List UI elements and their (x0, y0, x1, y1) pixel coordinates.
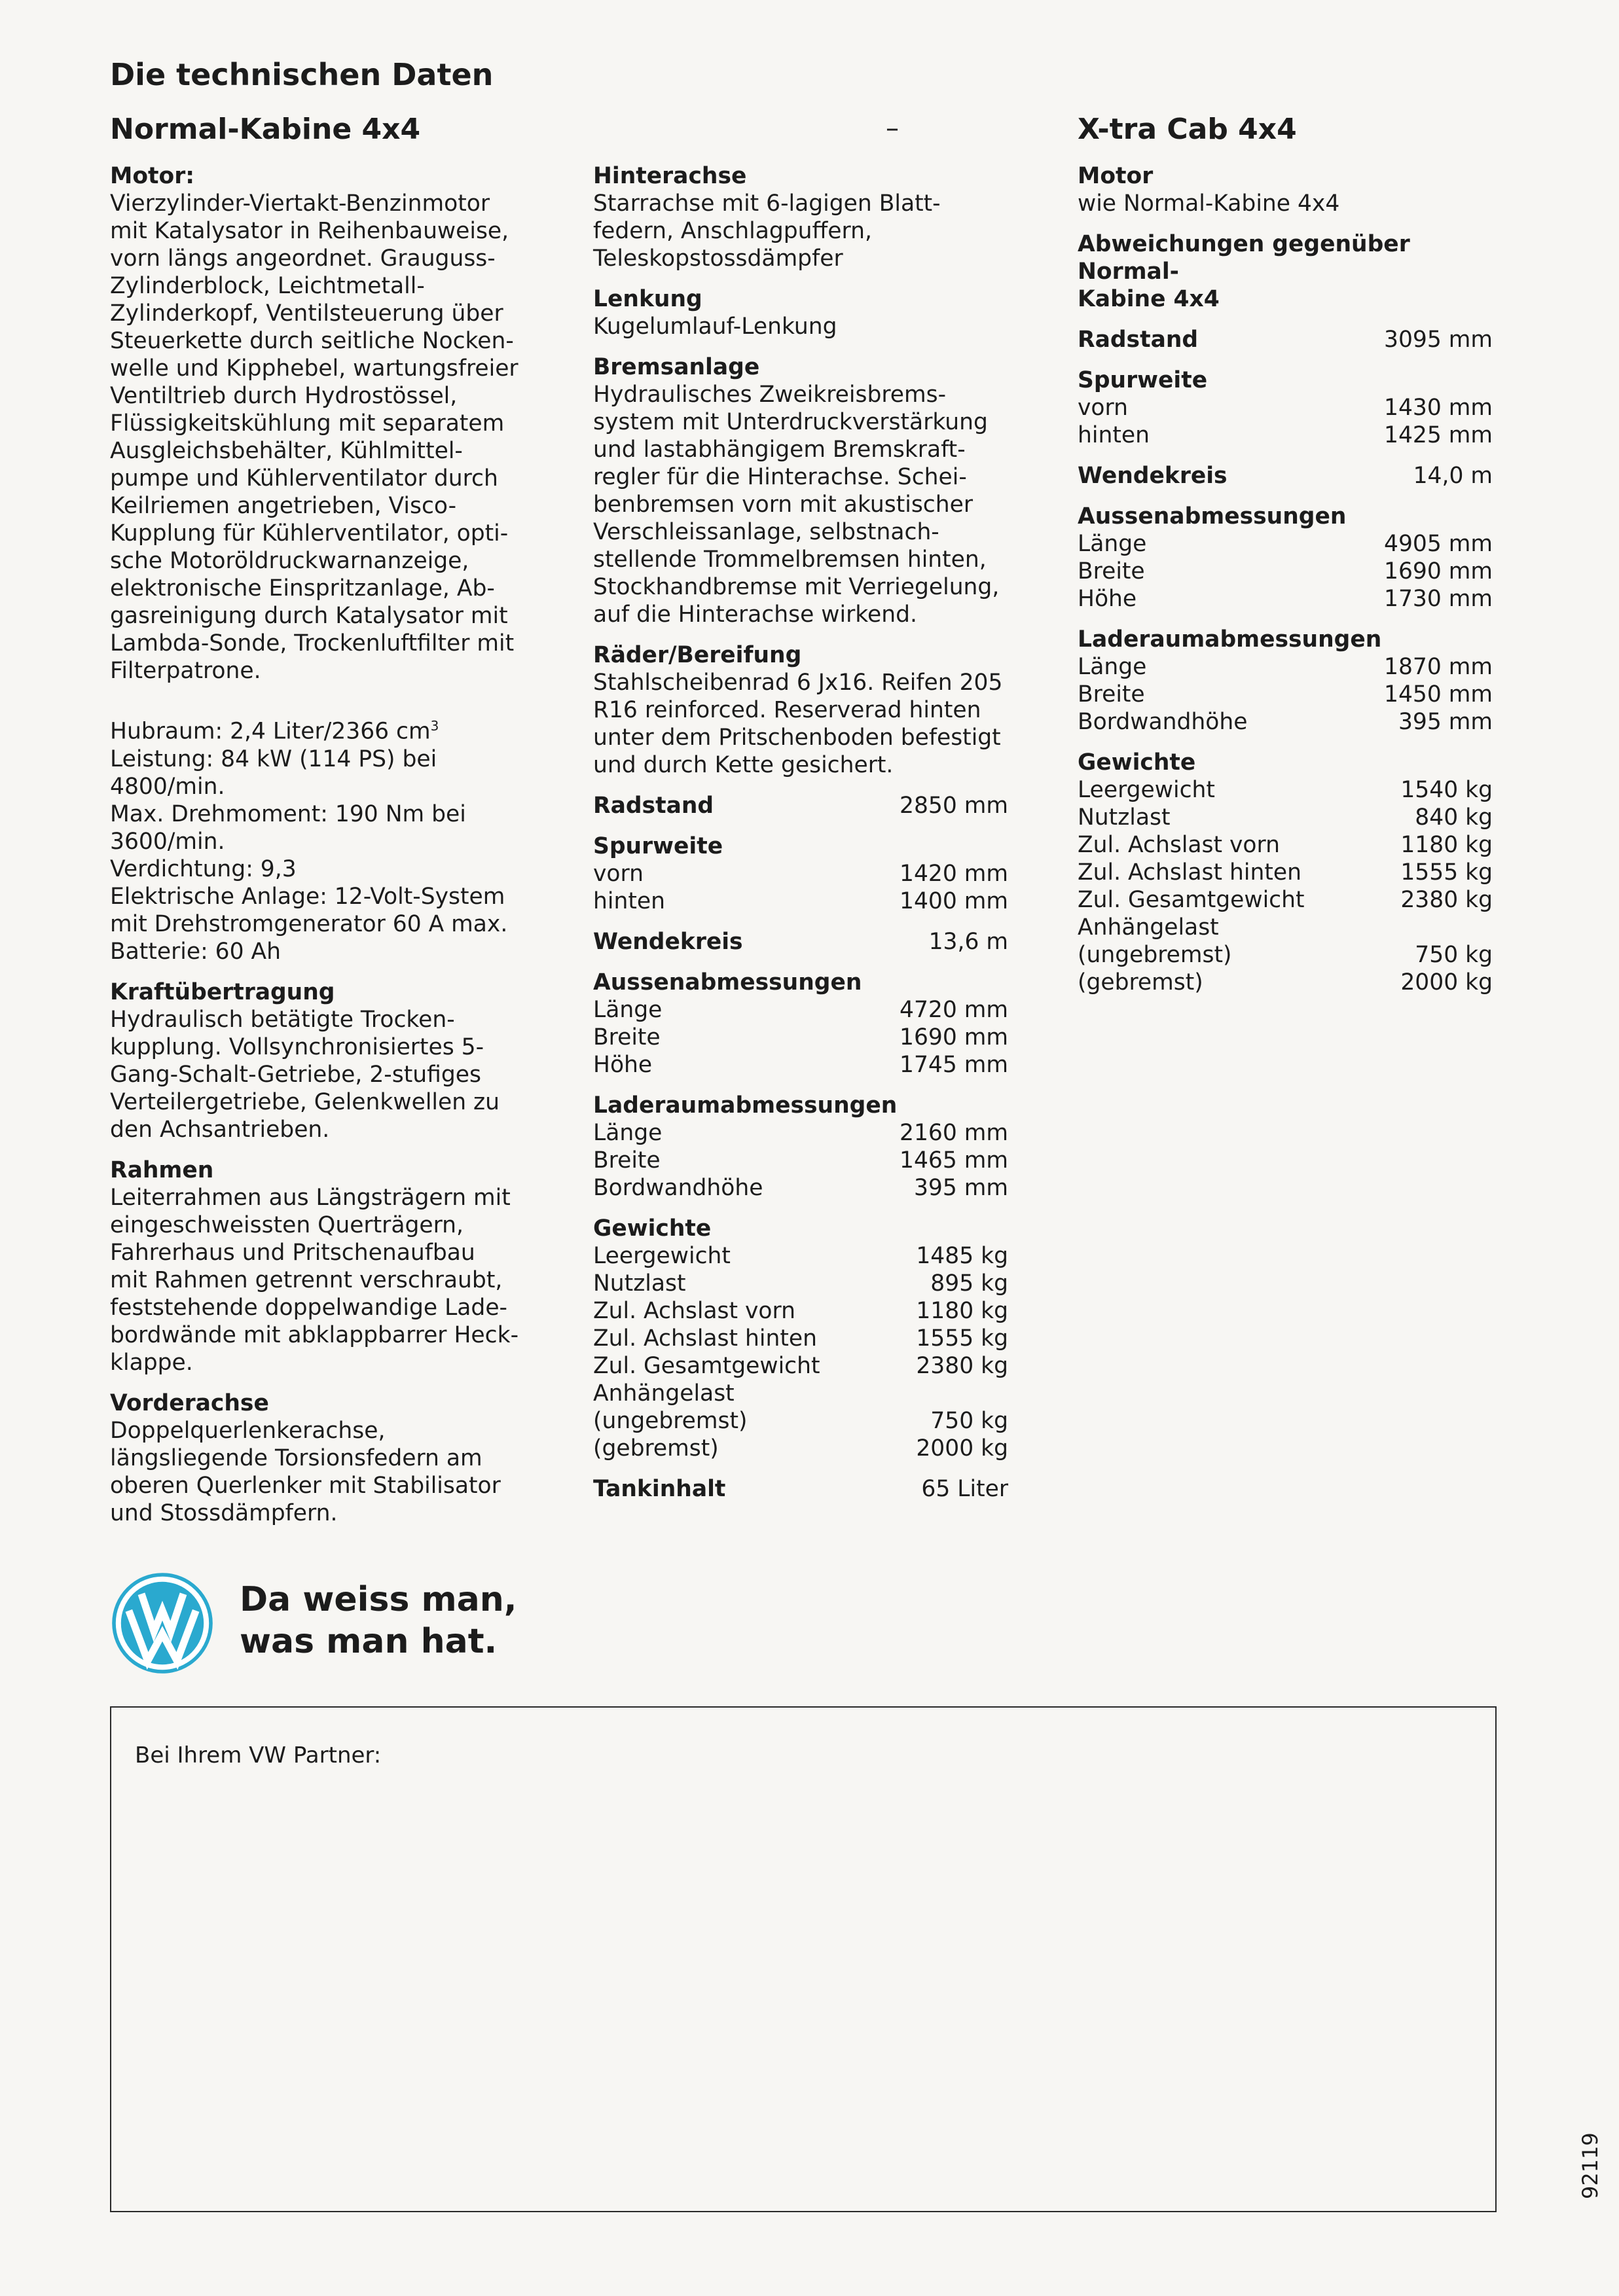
row-value: 1485 kg (916, 1243, 1008, 1269)
row-wendekreis (1078, 462, 1493, 490)
section-heading: Gewichte (1078, 749, 1196, 776)
vw-logo-icon (110, 1571, 215, 1676)
section-heading: Motor (1078, 163, 1154, 189)
section-text: Hydraulisch betätigte Trocken- kupplung. Vollsynchronisiertes 5- Gang-Schalt-Getriebe, 2-stufiges Verteilergetriebe, Gelenkwellen zu den Achsantrieben. (110, 1006, 500, 1143)
row-value: 1690 mm (1384, 558, 1493, 584)
row-value: 4720 mm (900, 997, 1008, 1023)
row-value: 1420 mm (900, 861, 1008, 887)
row-gesamtgewicht (593, 1352, 1008, 1380)
row-laenge (593, 1119, 1008, 1147)
heading-normal-kabine: Normal-Kabine 4x4 (110, 113, 421, 146)
row-breite (593, 1024, 1008, 1051)
row-value: 750 kg (930, 1408, 1008, 1434)
row-label: Tankinhalt (593, 1476, 726, 1502)
dealer-label: Bei Ihrem VW Partner: (135, 1742, 382, 1768)
row-anhaengelast: Anhängelast (1078, 914, 1219, 941)
section-hinterachse (593, 162, 1008, 272)
page-title: Die technischen Daten (110, 57, 494, 92)
row-value: 2000 kg (916, 1435, 1008, 1462)
row-label: (ungebremst) (1078, 942, 1232, 968)
section-text: Vierzylinder-Viertakt-Benzinmotor mit Katalysator in Reihenbauweise, vorn längs angeordnet. Grauguss- Zylinderblock, Leichtmetall- Zylinderkopf, Ventilsteuerung über Steuerkette durch seitliche Nocken- welle und Kipphebel, wartungsfreier Ventiltrieb durch Hydrostössel, Flüssigkeitskühlung mit separatem Ausgleichsbehälter, Kühlmittel- pumpe und Kühlerventilator durch Keilriemen angetrieben, Visco- Kupplung für Kühlerventilator, opti- sche Motoröldruckwarnanzeige, elektronische Einspritzanlage, Ab- gasreinigung durch Katalysator mit Lambda-Sonde, Trockenluftfilter mit Filterpatrone. (110, 190, 518, 684)
heading-xtra-cab: X-tra Cab 4x4 (1078, 113, 1297, 146)
row-leergewicht (593, 1242, 1008, 1270)
row-value: 395 mm (1398, 709, 1493, 735)
row-label: Wendekreis (593, 929, 743, 955)
row-value: 750 kg (1415, 942, 1493, 968)
section-heading: Rahmen (110, 1157, 214, 1183)
row-gebremst (1078, 969, 1493, 996)
section-raeder (593, 641, 1008, 779)
row-ungebremst (593, 1407, 1008, 1435)
section-kraftuebertragung (110, 978, 562, 1143)
section-bremsanlage (593, 353, 1008, 628)
row-label: Bordwandhöhe (1078, 709, 1248, 735)
slogan-line-1: Da weiss man, (240, 1580, 517, 1619)
row-value: 395 mm (913, 1175, 1008, 1201)
section-gewichte (593, 1215, 1008, 1462)
column-normal-kabine-left (110, 162, 562, 1540)
column-normal-kabine-right (593, 162, 1008, 1516)
row-label: Höhe (593, 1052, 653, 1078)
row-label: Breite (593, 1024, 661, 1050)
row-value: 1690 mm (900, 1024, 1008, 1050)
section-text: wie Normal-Kabine 4x4 (1078, 190, 1340, 217)
row-label: Länge (593, 1120, 663, 1146)
row-radstand (593, 792, 1008, 819)
section-text: Stahlscheibenrad 6 Jx16. Reifen 205 R16 reinforced. Reserverad hinten unter dem Pritschenboden befestigt und durch Kette gesichert. (593, 670, 1003, 778)
row-label: (gebremst) (1078, 969, 1203, 996)
section-spurweite (1078, 367, 1493, 449)
row-achslast-hinten (1078, 859, 1493, 886)
row-label: (ungebremst) (593, 1408, 748, 1434)
row-anhaengelast: Anhängelast (593, 1380, 735, 1407)
row-value: 1870 mm (1384, 654, 1493, 680)
row-spur-vorn (593, 860, 1008, 888)
row-hoehe (593, 1051, 1008, 1079)
section-heading: Vorderachse (110, 1390, 269, 1416)
row-value: 1540 kg (1400, 777, 1493, 803)
row-label: Radstand (593, 793, 714, 819)
hubraum-text: Hubraum: 2,4 Liter/2366 cm (110, 718, 431, 745)
column-xtra-cab (1078, 162, 1493, 1009)
row-value: 65 Liter (921, 1476, 1008, 1502)
row-label: hinten (593, 888, 665, 914)
section-heading: Gewichte (593, 1215, 712, 1242)
row-label: Bordwandhöhe (593, 1175, 763, 1201)
row-nutzlast (1078, 804, 1493, 831)
row-achslast-vorn (1078, 831, 1493, 859)
section-heading: Hinterachse (593, 163, 747, 189)
row-spur-vorn (1078, 394, 1493, 422)
row-laenge (593, 996, 1008, 1024)
row-value: 2160 mm (900, 1120, 1008, 1146)
section-rahmen (110, 1157, 562, 1376)
row-label: Länge (1078, 654, 1147, 680)
row-bordwandhoehe (593, 1174, 1008, 1202)
section-text: Hydraulisches Zweikreisbrems- system mit Unterdruckverstärkung und lastabhängigem Bremskraft- regler für die Hinterachse. Schei- benbremsen vorn mit akustischer Verschleissanlage, selbstnach- stellende Trommelbremsen hinten, Stockhandbremse mit Verriegelung, auf die Hinterachse wirkend. (593, 382, 1000, 628)
hubraum-superscript: 3 (430, 718, 439, 734)
row-nutzlast (593, 1270, 1008, 1297)
section-motor (1078, 162, 1493, 217)
row-radstand (1078, 326, 1493, 353)
section-heading: Spurweite (1078, 367, 1208, 393)
section-motor (110, 162, 562, 965)
row-value: 1555 kg (916, 1325, 1008, 1352)
row-label: Leergewicht (593, 1243, 731, 1269)
row-label: Zul. Gesamtgewicht (593, 1353, 820, 1379)
row-label: vorn (1078, 395, 1128, 421)
row-label: Breite (593, 1147, 661, 1174)
row-label: Wendekreis (1078, 463, 1228, 489)
row-label: Zul. Gesamtgewicht (1078, 887, 1305, 913)
row-label: Zul. Achslast vorn (1078, 832, 1280, 858)
dash-mark: – (886, 113, 899, 143)
section-abweichungen: Abweichungen gegenüber Normal- Kabine 4x4 (1078, 231, 1410, 312)
section-lenkung (593, 285, 1008, 340)
row-spur-hinten (1078, 422, 1493, 449)
section-heading: Kraftübertragung (110, 978, 335, 1005)
row-value: 2380 kg (916, 1353, 1008, 1379)
section-heading: Räder/Bereifung (593, 642, 802, 668)
slogan-line-2: was man hat. (240, 1622, 498, 1661)
dealer-stamp-box (110, 1706, 1497, 2212)
row-label: Zul. Achslast hinten (593, 1325, 817, 1352)
row-breite (1078, 681, 1493, 708)
section-spurweite (593, 833, 1008, 915)
row-value: 1180 kg (916, 1298, 1008, 1324)
row-ungebremst (1078, 941, 1493, 969)
section-text: Kugelumlauf-Lenkung (593, 314, 837, 340)
row-achslast-hinten (593, 1325, 1008, 1352)
section-heading: Lenkung (593, 286, 702, 312)
row-laenge (1078, 530, 1493, 558)
row-label: Nutzlast (1078, 804, 1171, 831)
row-label: Nutzlast (593, 1270, 686, 1297)
row-value: 1180 kg (1400, 832, 1493, 858)
row-label: (gebremst) (593, 1435, 719, 1462)
document-code: 92119 (1578, 2132, 1603, 2199)
row-gesamtgewicht (1078, 886, 1493, 914)
row-value: 2000 kg (1400, 969, 1493, 996)
section-heading: Spurweite (593, 833, 723, 859)
row-value: 1430 mm (1384, 395, 1493, 421)
row-wendekreis (593, 928, 1008, 956)
section-laderaum (593, 1092, 1008, 1202)
row-spur-hinten (593, 888, 1008, 915)
section-aussenabmessungen (1078, 503, 1493, 613)
section-text: Starrachse mit 6-lagigen Blatt- federn, Anschlagpuffern, Teleskopstossdämpfer (593, 190, 941, 272)
section-aussenabmessungen (593, 969, 1008, 1079)
row-label: Breite (1078, 681, 1145, 708)
row-tankinhalt (593, 1475, 1008, 1503)
row-value: 2850 mm (900, 793, 1008, 819)
row-value: 1555 kg (1400, 859, 1493, 886)
row-value: 13,6 m (928, 929, 1008, 955)
section-gewichte (1078, 749, 1493, 996)
row-bordwandhoehe (1078, 708, 1493, 736)
row-value: 2380 kg (1400, 887, 1493, 913)
row-breite (593, 1147, 1008, 1174)
row-label: Höhe (1078, 586, 1137, 612)
row-value: 14,0 m (1413, 463, 1493, 489)
row-label: vorn (593, 861, 644, 887)
row-value: 4905 mm (1384, 531, 1493, 557)
row-value: 1400 mm (900, 888, 1008, 914)
section-vorderachse (110, 1390, 562, 1527)
row-value: 3095 mm (1384, 327, 1493, 353)
row-label: Länge (593, 997, 663, 1023)
row-value: 1745 mm (900, 1052, 1008, 1078)
section-heading: Laderaumabmessungen (593, 1092, 898, 1119)
row-label: Länge (1078, 531, 1147, 557)
slogan (240, 1579, 517, 1662)
row-breite (1078, 558, 1493, 585)
engine-specs: Leistung: 84 kW (114 PS) bei 4800/min. Max. Drehmoment: 190 Nm bei 3600/min. Verdichtung: 9,3 Elektrische Anlage: 12-Volt-System mit Drehstromgenerator 60 A max. Batterie: 60 Ah (110, 745, 508, 965)
row-achslast-vorn (593, 1297, 1008, 1325)
row-value: 1425 mm (1384, 422, 1493, 448)
row-gebremst (593, 1435, 1008, 1462)
section-heading: Aussenabmessungen (593, 969, 862, 996)
section-heading: Laderaumabmessungen (1078, 626, 1382, 653)
section-text: Leiterrahmen aus Längsträgern mit eingeschweissten Querträgern, Fahrerhaus und Pritschenaufbau mit Rahmen getrennt verschraubt, feststehende doppelwandige Lade- bordwände mit abklappbarrer Heck- klappe. (110, 1184, 519, 1376)
row-value: 840 kg (1415, 804, 1493, 831)
section-heading: Bremsanlage (593, 354, 760, 380)
row-value: 1730 mm (1384, 586, 1493, 612)
section-heading: Motor: (110, 163, 195, 189)
row-value: 895 kg (930, 1270, 1008, 1297)
row-leergewicht (1078, 776, 1493, 804)
row-label: hinten (1078, 422, 1150, 448)
row-label: Radstand (1078, 327, 1199, 353)
row-value: 1465 mm (900, 1147, 1008, 1174)
row-label: Leergewicht (1078, 777, 1215, 803)
row-label: Zul. Achslast vorn (593, 1298, 795, 1324)
row-value: 1450 mm (1384, 681, 1493, 708)
row-label: Zul. Achslast hinten (1078, 859, 1301, 886)
hubraum-line (110, 712, 562, 745)
row-laenge (1078, 653, 1493, 681)
row-hoehe (1078, 585, 1493, 613)
section-text: Doppelquerlenkerachse, längsliegende Torsionsfedern am oberen Querlenker mit Stabilisator und Stossdämpfern. (110, 1417, 501, 1526)
section-heading: Aussenabmessungen (1078, 503, 1347, 529)
section-laderaum (1078, 626, 1493, 736)
row-label: Breite (1078, 558, 1145, 584)
